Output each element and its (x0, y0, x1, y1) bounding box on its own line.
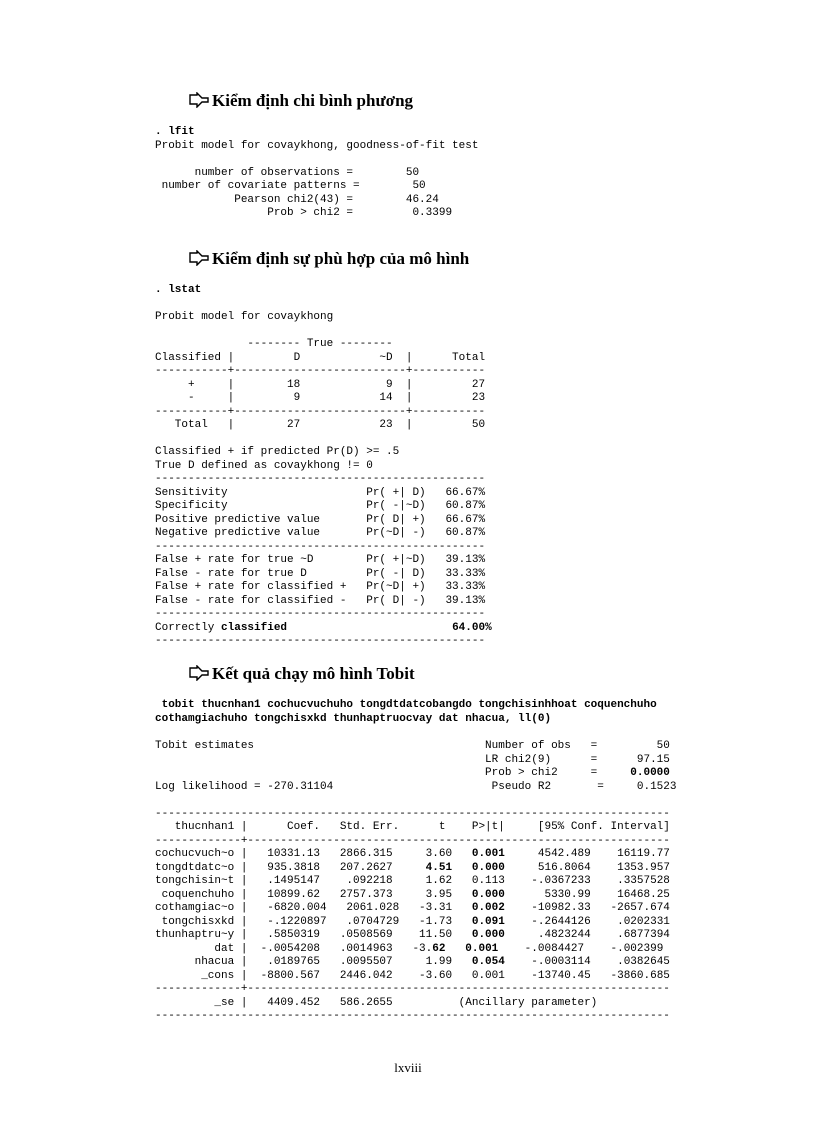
command-line: . lfit (155, 126, 195, 138)
table-row: tongdtdatc~o | 935.3818 207.2627 4.51 0.000 516.8064 1353.957 (155, 861, 670, 874)
table-row: cothamgiac~o | -6820.004 2061.028 -3.31 0.002 -10982.33 -2657.674 (155, 902, 670, 914)
section-heading-model-fit: Kiểm định sự phù hợp của mô hình (188, 249, 469, 269)
tobit-output: Tobit estimates Number of obs = 50 LR chi2(9) = 97.15 Prob > chi2 = 0.0000 Log likelihood = -270.31104 Pseudo R2 = 0.1523 ------------------------------------------------------------------------------ thucnhan1 | Coef. Std. Err. t P>|t| [95% Conf. Interval] -------------+---------------------------------------------------------------- cochucvuch~o | 10331.13 2866.315 3.60 0.001 4542.489 16119.77 tongdtdatc~o | 935.3818 207.2627 4.51 0.000 516.8064 1353.957 tongchisin~t | .1495147 .092218 1.62 0.113 -.0367233 .3357528 coquenchuho | 10899.62 2757.373 3.95 0.000 5330.99 16468.25 cothamgiac~o | -6820.004 2061.028 -3.31 0.002 -10982.33 -2657.674 tongchisxkd | -.1220897 .0704729 -1.73 0.091 -.2644126 .0202331 thunhaptru~y | .5850319 .0508569 11.50 0.000 .4823244 .6877394 dat | -.0054208 .0014963 -3.62 0.001 -.0084427 -.002399 nhacua | .0189765 .0095507 1.99 0.054 -.0003114 .0382645 _cons | -8800.567 2446.042 -3.60 0.001 -13740.45 -3860.685 -------------+---------------------------------------------------------------- _se | 4409.452 586.2655 (Ancillary parameter) ------------------------------------------------------------------------------ (155, 740, 677, 1022)
lstat-output: . lstat Probit model for covaykhong -------- True -------- Classified | D ~D | Total -----------+--------------------------+----------- + | 18 9 | 27 - | 9 14 | 23 -----------+--------------------------+----------- Total | 27 23 | 50 Classified + if predicted Pr(D) >= .5 True D defined as covaykhong != 0 -------------------------------------------------- Sensitivity Pr( +| D) 66.67% Specificity Pr( -|~D) 60.87% Positive predictive value Pr( D| +) 66.67% Negative predictive value Pr(~D| -) 60.87% -------------------------------------------------- False + rate for true ~D Pr( +|~D) 39.13% False - rate for true D Pr( -| D) 33.33% False + rate for classified + Pr(~D| +) 33.33% False - rate for classified - Pr( D| -) 39.13% -------------------------------------------------- Correctly classified 64.00% -------------------------------------------------- (155, 284, 492, 647)
pointing-hand-icon (188, 92, 210, 108)
table-row: _cons | -8800.567 2446.042 -3.60 0.001 -13740.45 -3860.685 (155, 969, 670, 982)
prob-chi2-row: Prob > chi2 = 0.0000 (155, 767, 670, 779)
section-heading-chi-square: Kiểm định chi bình phương (188, 91, 413, 111)
correctly-classified-row: Correctly classified 64.00% (155, 621, 492, 634)
table-row: thunhaptru~y | .5850319 .0508569 11.50 0.000 .4823244 .6877394 (155, 929, 670, 941)
lfit-output: . lfit Probit model for covaykhong, goodness-of-fit test number of observations = 50 number of covariate patterns = 50 Pearson chi2(43) = 46.24 Prob > chi2 = 0.3399 (155, 126, 479, 219)
pointing-hand-icon (188, 250, 210, 266)
table-row: cochucvuch~o | 10331.13 2866.315 3.60 0.001 4542.489 16119.77 (155, 848, 670, 860)
pointing-hand-icon (188, 665, 210, 681)
tobit-command: tobit thucnhan1 cochucvuchuho tongdtdatcobangdo tongchisinhhoat coquenchuho cothamgiachuho tongchisxkd thunhaptruocvay dat nhacua, ll(0) (155, 699, 657, 725)
section-heading-tobit: Kết quả chạy mô hình Tobit (188, 664, 415, 684)
page-number: lxviii (394, 1060, 422, 1075)
command-line: . lstat (155, 284, 202, 296)
table-row: coquenchuho | 10899.62 2757.373 3.95 0.000 5330.99 16468.25 (155, 888, 670, 901)
table-row: tongchisxkd | -.1220897 .0704729 -1.73 0.091 -.2644126 .0202331 (155, 915, 670, 928)
table-row: dat | -.0054208 .0014963 -3.62 0.001 -.0084427 -.002399 (155, 942, 664, 955)
table-row: tongchisin~t | .1495147 .092218 1.62 0.113 -.0367233 .3357528 (155, 875, 670, 887)
tobit-coef-rows (155, 848, 677, 983)
table-row: nhacua | .0189765 .0095507 1.99 0.054 -.0003114 .0382645 (155, 956, 670, 968)
